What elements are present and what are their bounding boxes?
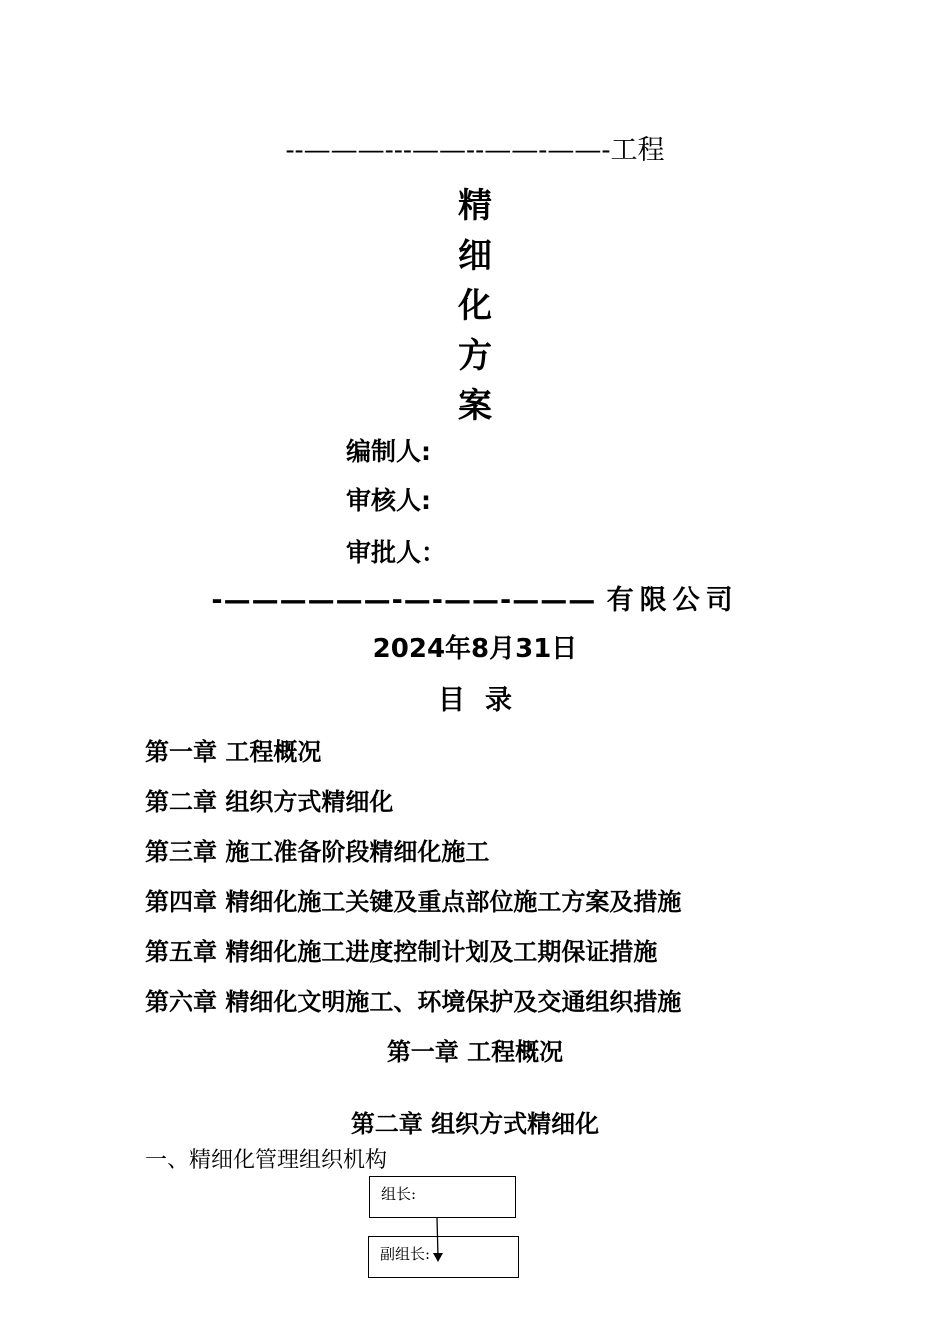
toc-item: 第四章 精细化施工关键及重点部位施工方案及措施: [145, 888, 682, 916]
project-name-line: --———---——--——-——-工程: [285, 135, 665, 166]
company-suffix: 有限公司: [606, 585, 739, 616]
document-date: 2024年8月31日: [372, 634, 578, 664]
approver-label: 审批人：: [346, 538, 447, 567]
chapter-two-heading: 第二章 组织方式精细化: [350, 1110, 600, 1138]
cover-title-char: 案: [458, 386, 492, 426]
cover-title-char: 化: [458, 286, 492, 326]
toc-item: 第六章 精细化文明施工、环境保护及交通组织措施: [145, 988, 682, 1016]
chapter-one-heading: 第一章 工程概况: [386, 1038, 564, 1066]
toc-item: 第五章 精细化施工进度控制计划及工期保证措施: [145, 938, 658, 966]
org-box-label: 副组长:: [380, 1245, 431, 1263]
company-line: [0, 578, 950, 617]
cover-title-char: 方: [458, 336, 492, 376]
cover-title-char: 细: [458, 236, 492, 276]
org-box-leader: [369, 1176, 516, 1218]
cover-title-char: 精: [458, 186, 492, 226]
section-heading: 一、精细化管理组织机构: [145, 1148, 388, 1173]
reviewer-label: 审核人:: [346, 486, 431, 515]
company-placeholder-dashes: -——————-—-——-———: [211, 585, 597, 616]
toc-item: 第一章 工程概况: [145, 738, 322, 766]
org-box-deputy-leader: [368, 1236, 519, 1278]
toc-title: 目录: [438, 685, 532, 716]
toc-item: 第三章 施工准备阶段精细化施工: [145, 838, 490, 866]
compiler-label: 编制人:: [346, 437, 431, 466]
toc-item: 第二章 组织方式精细化: [145, 788, 394, 816]
org-box-label: 组长:: [381, 1185, 417, 1203]
